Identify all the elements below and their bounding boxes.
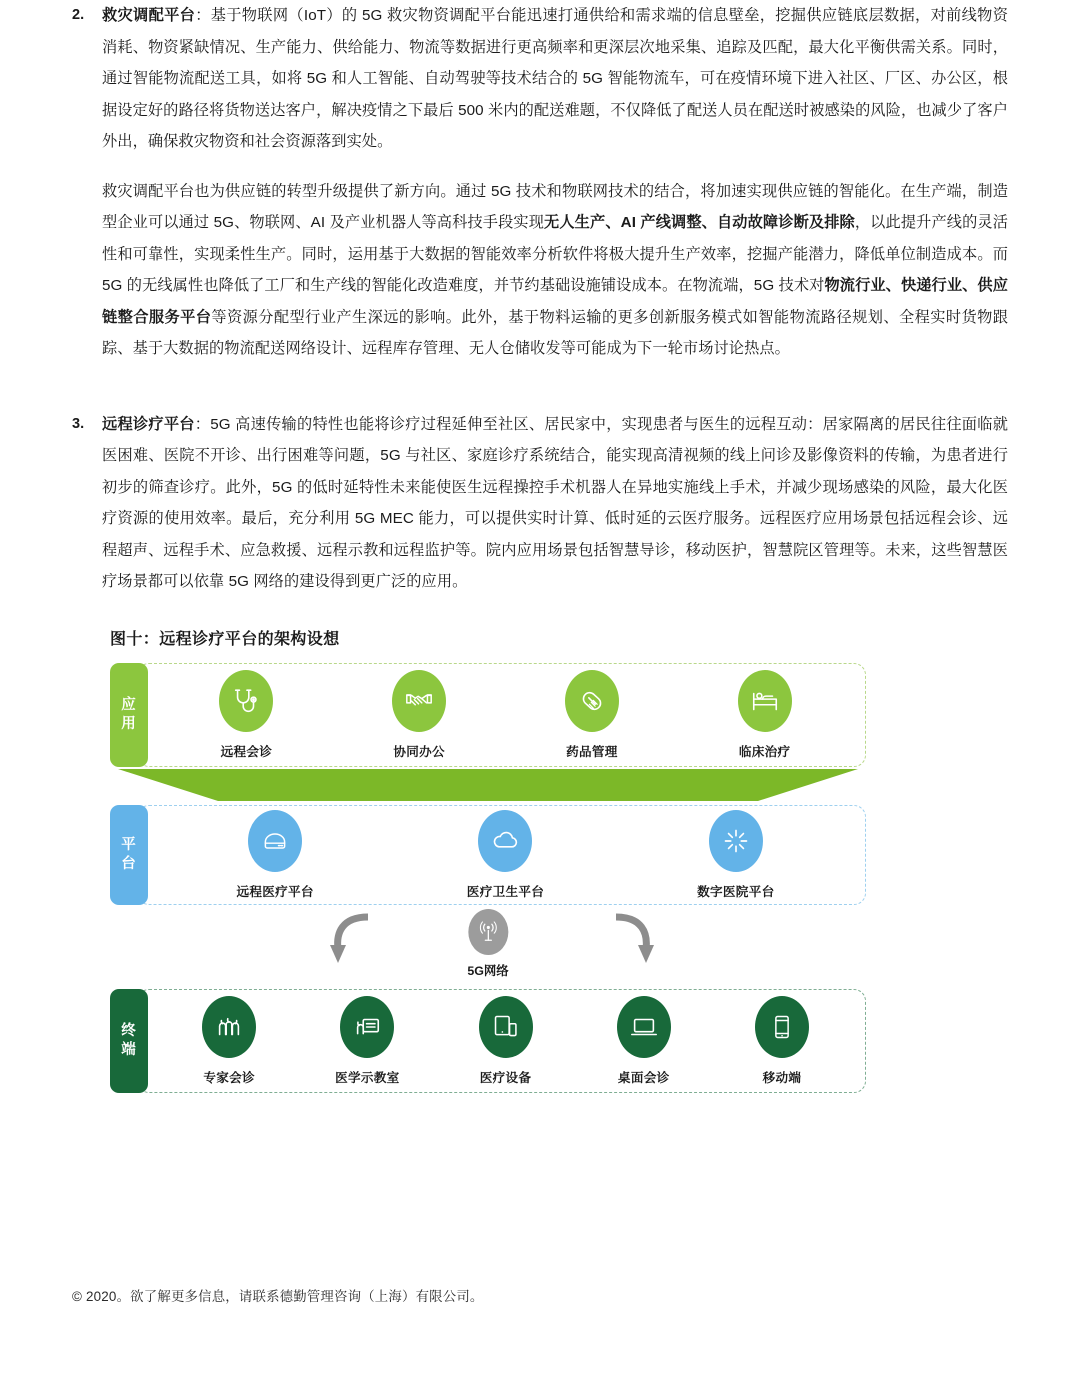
layer-panel-application: [137, 663, 866, 767]
layer-panel-platform: [137, 805, 866, 905]
mobile-icon: [755, 996, 809, 1058]
node-label: 临床治疗: [738, 744, 791, 759]
diagram-layer-application: [110, 663, 866, 767]
section-2-body: [102, 0, 1008, 365]
people-icon: [202, 996, 256, 1058]
layer-tab-char: 端: [121, 1041, 137, 1058]
section-2: [0, 0, 1080, 365]
layer-tab-char: 终: [121, 1022, 137, 1039]
node-label: 移动端: [762, 1070, 802, 1085]
server-icon: [248, 810, 302, 872]
node-drug-management[interactable]: [506, 670, 679, 760]
capsule-icon: [565, 670, 619, 732]
layer-tab-char: 台: [121, 855, 137, 872]
node-mobile[interactable]: [713, 996, 851, 1086]
layer-tab-terminal: [110, 989, 148, 1093]
hospital-bed-icon: [738, 670, 792, 732]
presentation-icon: [340, 996, 394, 1058]
node-collaborative-office[interactable]: [333, 670, 506, 760]
layer-tab-char: 平: [121, 836, 137, 853]
node-label: 医学示教室: [335, 1070, 400, 1085]
spacer: [0, 365, 1080, 409]
node-medical-devices[interactable]: [436, 996, 574, 1086]
node-expert-consultation[interactable]: [160, 996, 298, 1086]
node-label: 医疗设备: [479, 1070, 532, 1085]
node-health-platform[interactable]: [390, 810, 620, 900]
node-clinical-treatment[interactable]: [678, 670, 851, 760]
node-label: 桌面会诊: [617, 1070, 670, 1085]
layer-tab-char: 应: [121, 696, 137, 713]
network-center: [467, 909, 508, 979]
cloud-icon: [478, 810, 532, 872]
node-digital-hospital-platform[interactable]: [621, 810, 851, 900]
node-label: 协同办公: [393, 744, 445, 759]
handshake-icon: [392, 670, 446, 732]
node-remote-consultation[interactable]: [160, 670, 333, 760]
laptop-icon: [617, 996, 671, 1058]
node-label: 医疗卫生平台: [466, 884, 545, 899]
curved-arrow-right-icon: [598, 911, 656, 977]
node-telemedicine-platform[interactable]: [160, 810, 390, 900]
node-label: 远程医疗平台: [236, 884, 314, 899]
page-footer: © 2020。欲了解更多信息，请联系德勤管理咨询（上海）有限公司。: [72, 1289, 484, 1304]
devices-icon: [479, 996, 533, 1058]
section-3-paragraph-1: 远程诊疗平台：5G 高速传输的特性也能将诊疗过程延伸至社区、居民家中，实现患者与医生的远程互动：居家隔离的居民往往面临就医困难、医院不开诊、出行困难等问题，5G 与社区、家庭诊疗系统结合，能实现高清视频的线上问诊及影像资料的传输，为患者进行初步的筛查诊疗。此外，5G 的低时延特性未来能使医生远程操控手术机器人在异地实施线上手术，并减少现场感染的风险，最大化医疗资源的使用效率。最后，充分利用 5G MEC 能力，可以提供实时计算、低时延的云医疗服务。远程医疗应用场景包括远程会诊、远程超声、远程手术、应急救援、远程示教和远程监护等。院内应用场景包括智慧导诊，移动医护，智慧院区管理等。未来，这些智慧医疗场景都可以依靠 5G 网络的建设得到更广泛的应用。: [102, 415, 1008, 590]
network-label: 5G网络: [467, 963, 509, 978]
layer-tab-application: [110, 663, 148, 767]
node-label: 数字医院平台: [697, 884, 775, 899]
figure-title: 图十：远程诊疗平台的架构设想: [110, 630, 340, 648]
curved-arrow-left-icon: [328, 911, 386, 977]
antenna-signal-icon: [468, 909, 508, 955]
figure-container: [0, 626, 1080, 1091]
node-medical-classroom[interactable]: [298, 996, 436, 1086]
layer-panel-terminal: [137, 989, 866, 1093]
section-3-number: 3.: [72, 415, 85, 432]
section-3: [0, 409, 1080, 598]
layer-tab-char: 用: [121, 715, 137, 732]
node-label: 远程会诊: [220, 744, 273, 759]
stethoscope-icon: [219, 670, 273, 732]
node-desktop-consultation[interactable]: [575, 996, 713, 1086]
section-2-number: 2.: [72, 7, 85, 23]
network-band: [110, 909, 866, 985]
node-label: 专家会诊: [203, 1070, 255, 1085]
burst-icon: [709, 810, 763, 872]
section-2-paragraph-2: 救灾调配平台也为供应链的转型升级提供了新方向。通过 5G 技术和物联网技术的结合，将加速实现供应链的智能化。在生产端，制造型企业可以通过 5G、物联网、AI 及产业机器人等高科技手段实现无人生产、AI 产线调整、自动故障诊断及排除，以此提升产线的灵活性和可靠性，实现柔性生产。同时，运用基于大数据的智能效率分析软件将极大提升生产效率，挖掘产能潜力，降低单位制造成本。而 5G 的无线属性也降低了工厂和生产线的智能化改造难度，并节约基础设施铺设成本。在物流端，5G 技术对物流行业、快递行业、供应链整合服务平台等资源分配型行业产生深远的影响。此外，基于物料运输的更多创新服务模式如智能物流路径规划、全程实时货物跟踪、基于大数据的物流配送网络设计、远程库存管理、无人仓储收发等可能成为下一轮市场讨论热点。: [102, 182, 1009, 357]
diagram-layer-platform: [110, 805, 866, 905]
section-2-paragraph-1: 救灾调配平台：基于物联网（IoT）的 5G 救灾物资调配平台能迅速打通供给和需求端的信息壁垒，挖掘供应链底层数据，对前线物资消耗、物资紧缺情况、生产能力、供给能力、物流等数据进行更高频率和更深层次地采集、追踪及匹配，最大化平衡供需关系。同时，通过智能物流配送工具，如将 5G 和人工智能、自动驾驶等技术结合的 5G 智能物流车，可在疫情环境下进入社区、厂区、办公区，根据设定好的路径将货物送达客户，解决疫情之下最后 500 米内的配送难题，不仅降低了配送人员在配送时被感染的风险，也减少了客户外出，确保救灾物资和社会资源落到实处。: [102, 7, 1008, 150]
node-label: 药品管理: [566, 744, 618, 759]
section-3-body: [102, 409, 1008, 598]
diagram-layer-terminal: [110, 989, 866, 1093]
layer-tab-platform: [110, 805, 148, 905]
downward-chevron-connector: [118, 769, 858, 801]
architecture-diagram: [110, 663, 866, 1085]
